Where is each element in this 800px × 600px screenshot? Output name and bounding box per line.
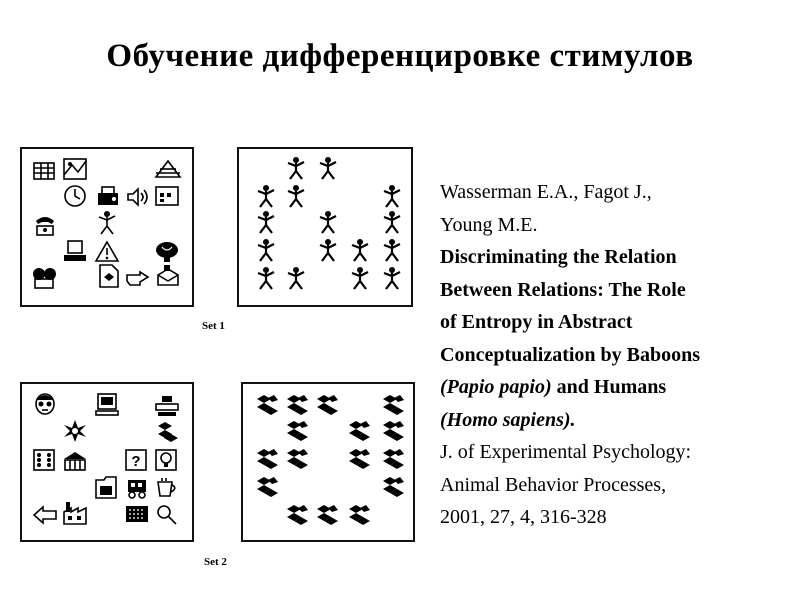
cubes-icon: [349, 505, 370, 525]
phone-icon: [36, 217, 54, 235]
computer-icon: [96, 394, 118, 415]
dice-icon: [34, 450, 54, 470]
bank-icon: [64, 452, 86, 470]
cubes-icon: [287, 505, 308, 525]
person-icon: [352, 239, 368, 261]
set2-same-panel: [241, 382, 415, 542]
set1-same-panel: [237, 147, 413, 307]
cubes-icon: [257, 395, 278, 415]
face-icon: [36, 394, 54, 414]
person-icon: [288, 185, 304, 207]
journal-line-1: J. of Experimental Psychology:: [440, 441, 692, 463]
person-icon: [320, 157, 336, 179]
person-icon: [384, 211, 400, 233]
person-icon: [320, 239, 336, 261]
stamp-icon: [156, 396, 178, 416]
cubes-icon: [287, 449, 308, 469]
cubes-icon: [287, 395, 308, 415]
cubes-icon: [383, 421, 404, 441]
person-icon: [99, 211, 115, 234]
hand-icon: [127, 272, 148, 285]
cubes-icon: [317, 395, 338, 415]
journal-line-3: 2001, 27, 4, 316-328: [440, 506, 607, 528]
person-icon: [384, 239, 400, 261]
question-icon: [126, 450, 146, 470]
building-icon: [34, 163, 54, 179]
arrow-left-icon: [34, 507, 56, 523]
person-icon: [352, 267, 368, 289]
cubes-icon: [383, 477, 404, 497]
keyboard-icon: [126, 506, 148, 522]
calendar-icon: [156, 187, 178, 205]
set2-label: Set 2: [204, 556, 227, 568]
person-icon: [288, 267, 304, 289]
brain-icon: [156, 242, 178, 262]
pyramid-icon: [156, 161, 180, 177]
svg-text:?: ?: [131, 453, 141, 470]
factory-icon: [64, 502, 86, 524]
person-icon: [384, 185, 400, 207]
person-icon: [384, 267, 400, 289]
cup-icon: [158, 478, 175, 496]
speaker-icon: [128, 189, 147, 205]
person-icon: [258, 267, 274, 289]
folder-icon: [96, 477, 116, 498]
cubes-icon: [349, 449, 370, 469]
set1-label: Set 1: [202, 320, 225, 332]
computer-icon: [64, 241, 86, 261]
warning-icon: [96, 242, 118, 261]
document-icon: [100, 265, 118, 287]
camera-icon: [33, 268, 56, 288]
cubes-icon: [383, 449, 404, 469]
authors-line-1: Wasserman E.A., Fagot J.,: [440, 181, 652, 203]
authors-line-2: Young M.E.: [440, 213, 538, 236]
cubes-icon: [257, 449, 278, 469]
cubes-icon: [158, 422, 178, 442]
article-title-line-3: of Entropy in Abstract: [440, 311, 633, 333]
picture-icon: [64, 159, 86, 179]
set2-varied-panel: [20, 382, 194, 542]
article-title-line-5: [440, 371, 795, 404]
person-icon: [320, 211, 336, 233]
star-icon: [64, 420, 86, 442]
magnifier-icon: [158, 506, 176, 524]
article-title-line-5-rest: and Humans: [551, 376, 667, 398]
person-icon: [258, 185, 274, 207]
cubes-icon: [349, 421, 370, 441]
species-papio: (Papio papio): [440, 376, 552, 398]
clock-icon: [65, 186, 85, 206]
train-icon: [128, 480, 146, 498]
page-title: Обучение дифференцировке стимулов: [106, 38, 694, 74]
article-title-line-4: Conceptualization by Baboons: [440, 343, 701, 366]
species-homo: (Homo sapiens).: [440, 408, 576, 431]
article-title-line-2: Between Relations: The Role: [440, 278, 686, 301]
cubes-icon: [317, 505, 338, 525]
cubes-icon: [383, 395, 404, 415]
reference-block: [440, 176, 795, 534]
box-icon: [158, 265, 178, 285]
person-icon: [288, 157, 304, 179]
printer-icon: [98, 187, 118, 205]
set1-varied-panel: [20, 147, 194, 307]
article-title-line-1: Discriminating the Relation: [440, 246, 677, 268]
lightbulb-icon: [156, 450, 176, 470]
person-icon: [258, 239, 274, 261]
journal-line-2: Animal Behavior Processes,: [440, 473, 667, 496]
cubes-icon: [287, 421, 308, 441]
person-icon: [258, 211, 274, 233]
cubes-icon: [257, 477, 278, 497]
